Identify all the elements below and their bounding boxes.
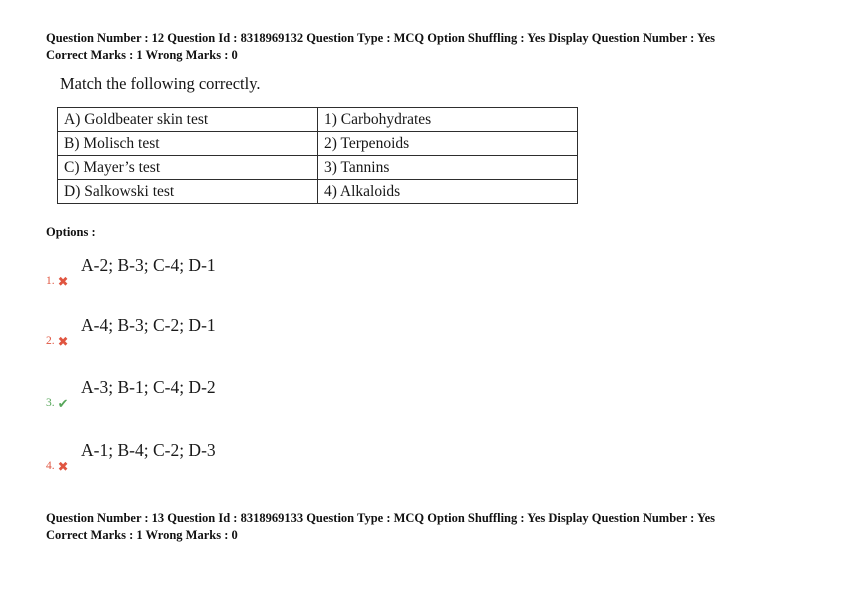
option-2 <box>46 315 216 348</box>
match-option-1: 1) Carbohydrates <box>318 108 578 132</box>
wrong-cross-icon: ✖ <box>57 333 69 349</box>
option-2-text: A-4; B-3; C-2; D-1 <box>81 315 216 335</box>
question13-meta-line1: Question Number : 13 Question Id : 8318969133 Question Type : MCQ Option Shuffling : Yes Display Question Number : Yes <box>46 511 716 525</box>
question13-meta-line2: Correct Marks : 1 Wrong Marks : 0 <box>46 528 238 542</box>
options-label: Options : <box>46 225 96 239</box>
match-item-b: B) Molisch test <box>58 132 318 156</box>
table-row <box>58 132 578 156</box>
match-option-4: 4) Alkaloids <box>318 180 578 204</box>
table-row <box>58 108 578 132</box>
wrong-cross-icon: ✖ <box>57 273 69 289</box>
option-3-marker <box>46 396 216 410</box>
question12-text: Match the following correctly. <box>60 74 261 93</box>
match-item-a: A) Goldbeater skin test <box>58 108 318 132</box>
question12-meta-header <box>46 30 715 64</box>
option-1 <box>46 255 216 288</box>
match-table <box>57 107 578 204</box>
option-2-marker <box>46 334 216 348</box>
option-4 <box>46 440 216 473</box>
option-3-number: 3. <box>46 397 55 409</box>
table-row <box>58 156 578 180</box>
table-row <box>58 180 578 204</box>
option-2-number: 2. <box>46 335 55 347</box>
option-4-text: A-1; B-4; C-2; D-3 <box>81 440 216 460</box>
correct-check-icon: ✔ <box>57 395 69 411</box>
question12-meta-line1: Question Number : 12 Question Id : 8318969132 Question Type : MCQ Option Shuffling : Yes Display Question Number : Yes <box>46 31 716 45</box>
option-1-text: A-2; B-3; C-4; D-1 <box>81 255 216 275</box>
match-option-2: 2) Terpenoids <box>318 132 578 156</box>
option-3-text: A-3; B-1; C-4; D-2 <box>81 377 216 397</box>
wrong-cross-icon: ✖ <box>57 458 69 474</box>
option-3 <box>46 377 216 410</box>
match-option-3: 3) Tannins <box>318 156 578 180</box>
question12-meta-line2: Correct Marks : 1 Wrong Marks : 0 <box>46 48 238 62</box>
option-1-number: 1. <box>46 275 55 287</box>
match-item-c: C) Mayer’s test <box>58 156 318 180</box>
option-4-marker <box>46 459 216 473</box>
match-item-d: D) Salkowski test <box>58 180 318 204</box>
option-1-marker <box>46 274 216 288</box>
question13-meta-header <box>46 510 715 544</box>
option-4-number: 4. <box>46 460 55 472</box>
